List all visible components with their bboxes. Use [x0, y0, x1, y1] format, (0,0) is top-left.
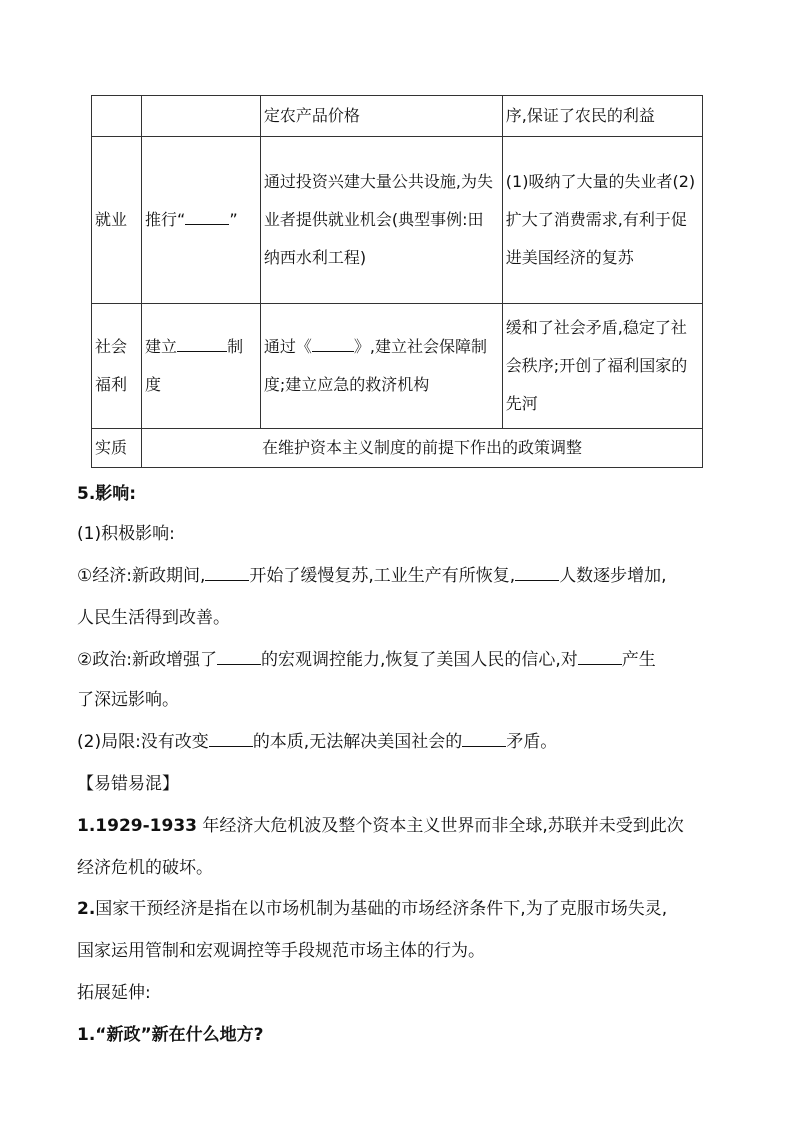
table-cell-category: 就业	[92, 137, 142, 304]
tip-item-1-cont: 经济危机的破坏。	[77, 858, 213, 878]
text: 的本质,无法解决美国社会的	[252, 732, 463, 752]
tip-item-2-cont: 国家运用管制和宏观调控等手段规范市场主体的行为。	[77, 941, 485, 961]
table-cell-essence: 在维护资本主义制度的前提下作出的政策调整	[142, 429, 703, 468]
cell-text: 通过《	[263, 337, 312, 356]
table-cell: 定农产品价格	[260, 96, 502, 137]
text: ②政治:新政增强了	[77, 650, 217, 670]
tip-number: 2.	[77, 899, 96, 919]
cell-text: 制度	[145, 337, 244, 394]
politics-line	[77, 648, 656, 672]
new-deal-table	[91, 95, 703, 468]
fill-blank	[462, 745, 506, 747]
positive-title: (1)积极影响:	[77, 524, 175, 544]
text: 人数逐步增加,	[559, 566, 667, 586]
table-cell-measure	[142, 304, 261, 429]
table-row	[92, 429, 703, 468]
table-cell-category: 社会福利	[92, 304, 142, 429]
cell-text: 》,建立社会保障制度;建立应急的救济机构	[263, 337, 488, 394]
table-cell-effect: 缓和了社会矛盾,稳定了社会秩序;开创了福利国家的先河	[502, 304, 702, 429]
fill-blank	[578, 663, 622, 665]
table-row	[92, 137, 703, 304]
text: 开始了缓慢复苏,工业生产有所恢复,	[249, 566, 516, 586]
politics-line-cont: 了深远影响。	[77, 690, 179, 710]
fill-blank	[205, 579, 249, 581]
cell-text: 推行“	[145, 210, 186, 229]
economy-line	[77, 564, 667, 588]
table-cell-content: 通过投资兴建大量公共设施,为失业者提供就业机会(典型事例:田纳西水利工程)	[260, 137, 502, 304]
tip-number: 1.1929-1933	[77, 816, 197, 836]
fill-blank	[217, 663, 261, 665]
table-cell	[92, 96, 142, 137]
table-cell-content	[260, 304, 502, 429]
cell-text: ”	[229, 210, 238, 229]
text: 国家干预经济是指在以市场机制为基础的市场经济条件下,为了克服市场失灵,	[95, 899, 668, 919]
text: 的宏观调控能力,恢复了美国人民的信心,对	[260, 650, 578, 670]
tip-item-2	[77, 897, 667, 921]
extend-title: 拓展延伸:	[77, 983, 151, 1003]
table-cell-effect: (1)吸纳了大量的失业者(2)扩大了消费需求,有利于促进美国经济的复苏	[502, 137, 702, 304]
tip-item-1	[77, 814, 684, 838]
text: ①经济:新政期间,	[77, 566, 206, 586]
text: 矛盾。	[506, 732, 558, 752]
table-row	[92, 304, 703, 429]
cell-text: 建立	[145, 337, 178, 356]
text: 年经济大危机波及整个资本主义世界而非全球,苏联并未受到此次	[202, 816, 684, 836]
table-cell-category: 实质	[92, 429, 142, 468]
fill-blank	[177, 350, 227, 352]
tips-title: 【易错易混】	[77, 774, 179, 794]
fill-blank	[312, 350, 354, 352]
fill-blank	[515, 579, 559, 581]
economy-line-cont: 人民生活得到改善。	[77, 608, 230, 628]
limitation-line	[77, 730, 557, 754]
question-1: 1.“新政”新在什么地方?	[77, 1025, 264, 1045]
table-cell: 序,保证了农民的利益	[502, 96, 702, 137]
text: (2)局限:没有改变	[77, 732, 209, 752]
section-heading: 5.影响:	[77, 484, 137, 504]
table-cell	[142, 96, 261, 137]
table-cell-measure	[142, 137, 261, 304]
text: 产生	[621, 650, 656, 670]
fill-blank	[185, 223, 229, 225]
fill-blank	[209, 745, 253, 747]
table-row	[92, 96, 703, 137]
